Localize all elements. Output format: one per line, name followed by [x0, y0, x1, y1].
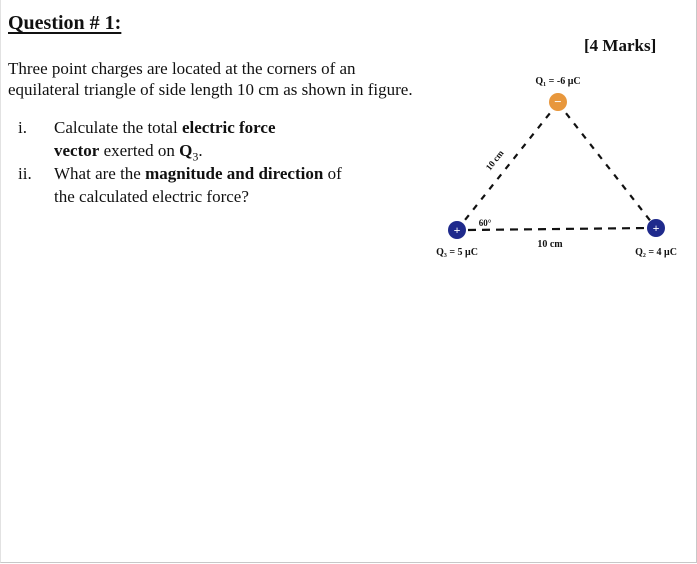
item-1-text-f: 3	[192, 149, 199, 164]
side-q1-q2	[558, 103, 656, 228]
marks-label: [4 Marks]	[584, 36, 657, 55]
charge-q3-sign: +	[453, 223, 461, 237]
charge-q3	[448, 221, 466, 239]
question-title: Question # 1:	[8, 12, 122, 34]
intro-line-1: Three point charges are located at the corners of an	[8, 59, 356, 78]
angle-label: 60°	[478, 218, 492, 228]
question-intro	[8, 58, 438, 100]
item-1-text	[54, 116, 374, 168]
intro-line-2: equilateral triangle of side length 10 cm as shown in figure.	[8, 80, 413, 99]
charge-q1-sign: −	[554, 94, 562, 109]
side-q3-q2	[468, 228, 648, 230]
item-2-text-a: What are the	[54, 164, 146, 183]
item-2-text-d: the calculated electric force?	[54, 187, 249, 206]
item-2-text-b: magnitude and direction	[145, 164, 324, 183]
item-1-text-d: exerted on	[99, 141, 180, 160]
triangle-figure	[420, 60, 696, 270]
item-2-text	[54, 162, 374, 208]
q2-label: Q₂ = 4 μC	[635, 247, 677, 258]
item-1-number: i.	[18, 118, 27, 137]
side-q3-q1	[457, 103, 558, 230]
side-bottom-label: 10 cm	[537, 239, 563, 250]
item-2-number: ii.	[18, 164, 32, 183]
q3-label: Q₃ = 5 μC	[436, 247, 478, 258]
item-1-text-g: .	[198, 141, 203, 160]
side-left-label: 10 cm	[483, 148, 506, 173]
triangle-diagram	[420, 60, 696, 270]
item-1-text-a: Calculate the total	[54, 118, 182, 137]
q1-label: Q₁ = -6 μC	[535, 76, 581, 87]
charge-q2	[647, 219, 665, 237]
item-2-text-c: of	[323, 164, 342, 183]
item-1-text-b: electric force	[181, 118, 276, 137]
charge-q1	[549, 93, 567, 111]
item-1-text-c: vector	[54, 141, 100, 160]
charge-q2-sign: +	[652, 221, 660, 235]
item-1-text-e: Q	[179, 141, 193, 160]
